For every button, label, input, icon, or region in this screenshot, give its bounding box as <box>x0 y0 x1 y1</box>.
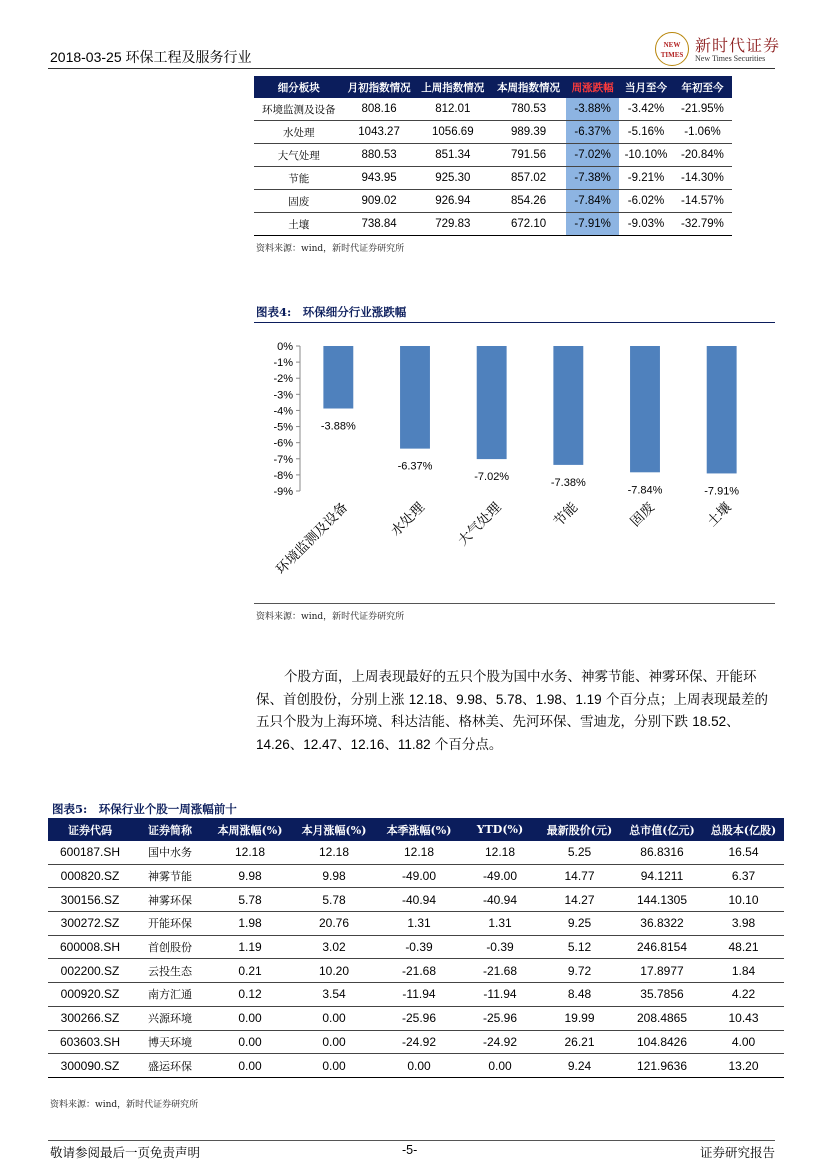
column-header: 证券代码 <box>48 818 132 841</box>
table-cell: 86.8316 <box>621 841 703 864</box>
footer-report-type: 证券研究报告 <box>700 1145 776 1160</box>
table-cell: 南方汇通 <box>132 983 208 1007</box>
table-row <box>254 121 732 144</box>
table-cell: -1.06% <box>673 121 732 144</box>
table-cell: 开能环保 <box>132 912 208 936</box>
y-tick-label: -7% <box>273 453 293 466</box>
table-cell: 0.00 <box>292 1054 376 1078</box>
table-cell: 246.8154 <box>621 935 703 959</box>
table-cell: -6.37% <box>566 121 619 144</box>
column-header: 证券简称 <box>132 818 208 841</box>
y-tick-label: -3% <box>273 389 293 402</box>
table-cell: 94.1211 <box>621 864 703 888</box>
table-cell: 989.39 <box>491 121 566 144</box>
table-cell: -49.00 <box>376 864 462 888</box>
table-row <box>254 190 732 213</box>
table-cell: 926.94 <box>415 190 491 213</box>
table-cell: 812.01 <box>415 98 491 121</box>
table-row <box>48 864 784 888</box>
y-tick-label: -4% <box>273 405 293 418</box>
table-cell: -7.02% <box>566 144 619 167</box>
table-cell: 880.53 <box>343 144 414 167</box>
index-summary-table <box>254 76 732 236</box>
data-label: -3.88% <box>320 420 356 433</box>
table-row <box>48 959 784 983</box>
column-header: 上周指数情况 <box>415 76 491 98</box>
stock-commentary: 个股方面，上周表现最好的五只个股为国中水务、神雾节能、神雾环保、开能环保、首创股份，分别上涨 12.18、9.98、5.78、1.98、1.19 个百分点；上周表现最差的五只个股为上海环境、科达洁能、格林美、先河环保、雪迪龙，分别下跌 18.52、14.26、12.47、12.16、11.82 个百分点。 <box>256 669 768 753</box>
table1-source: 资料来源：wind，新时代证券研究所 <box>256 244 405 254</box>
table-cell: 0.12 <box>208 983 292 1007</box>
bar <box>477 346 507 459</box>
column-header: 总市值(亿元) <box>621 818 703 841</box>
category-label: 固废 <box>627 499 658 530</box>
table-cell: -21.68 <box>462 959 538 983</box>
table-cell: -32.79% <box>673 213 732 236</box>
logo-mark: NEW TIMES <box>655 32 689 66</box>
table-cell: 104.8426 <box>621 1030 703 1054</box>
figure4-title: 图表4: 环保细分行业涨跌幅 <box>256 305 407 319</box>
column-header: 细分板块 <box>254 76 343 98</box>
table-row <box>48 983 784 1007</box>
table-cell: -3.42% <box>619 98 673 121</box>
table-cell: 1056.69 <box>415 121 491 144</box>
table-cell: 3.98 <box>703 912 784 936</box>
column-header: 本周涨幅(%) <box>208 818 292 841</box>
table-cell: 000920.SZ <box>48 983 132 1007</box>
footer-divider <box>48 1140 775 1141</box>
logo-name-cn: 新时代证券 <box>695 36 781 55</box>
header-divider <box>48 68 775 69</box>
table-row <box>254 213 732 236</box>
table-cell: 首创股份 <box>132 935 208 959</box>
report-header-title: 2018-03-25 环保工程及服务行业 <box>50 49 252 65</box>
table-cell: -0.39 <box>376 935 462 959</box>
table-cell: 1.31 <box>462 912 538 936</box>
table-cell: 600187.SH <box>48 841 132 864</box>
table-cell: -24.92 <box>462 1030 538 1054</box>
table-cell: 环境监测及设备 <box>254 98 343 121</box>
bar <box>707 346 737 473</box>
table-cell: 神雾环保 <box>132 888 208 912</box>
category-label: 土壤 <box>704 499 735 530</box>
category-label: 节能 <box>550 499 582 530</box>
column-header: YTD(%) <box>462 818 538 841</box>
data-label: -7.02% <box>474 471 510 484</box>
table-cell: -7.91% <box>566 213 619 236</box>
table-cell: -11.94 <box>462 983 538 1007</box>
table-row <box>254 98 732 121</box>
table-cell: 36.8322 <box>621 912 703 936</box>
table-cell: 13.20 <box>703 1054 784 1078</box>
table-cell: 12.18 <box>292 841 376 864</box>
table-cell: 1.84 <box>703 959 784 983</box>
table-cell: 738.84 <box>343 213 414 236</box>
category-label: 水处理 <box>387 499 428 540</box>
table-cell: 35.7856 <box>621 983 703 1007</box>
table-row <box>48 841 784 864</box>
table-cell: 0.00 <box>292 1006 376 1030</box>
table-cell: -24.92 <box>376 1030 462 1054</box>
table-cell: -9.21% <box>619 167 673 190</box>
table-cell: -10.10% <box>619 144 673 167</box>
data-label: -7.84% <box>627 484 663 497</box>
table-cell: -0.39 <box>462 935 538 959</box>
y-tick-label: -1% <box>273 357 293 370</box>
table-cell: 16.54 <box>703 841 784 864</box>
table-cell: -21.68 <box>376 959 462 983</box>
table-cell: 12.18 <box>462 841 538 864</box>
table-cell: -25.96 <box>376 1006 462 1030</box>
logo-name-en: New Times Securities <box>695 54 766 63</box>
table-cell: 9.25 <box>538 912 621 936</box>
data-label: -7.38% <box>550 476 586 489</box>
figure4-bottom-rule <box>254 603 775 604</box>
table-row <box>254 167 732 190</box>
table-cell: 6.37 <box>703 864 784 888</box>
table-cell: -40.94 <box>462 888 538 912</box>
table-cell: 14.27 <box>538 888 621 912</box>
table-cell: 925.30 <box>415 167 491 190</box>
table-cell: 1.19 <box>208 935 292 959</box>
table-cell: 121.9636 <box>621 1054 703 1078</box>
table-cell: 729.83 <box>415 213 491 236</box>
table-cell: -9.03% <box>619 213 673 236</box>
table2-title: 图表5: 环保行业个股一周涨幅前十 <box>52 802 237 816</box>
table-cell: 4.22 <box>703 983 784 1007</box>
table-cell: 云投生态 <box>132 959 208 983</box>
table-cell: 603603.SH <box>48 1030 132 1054</box>
table-cell: 791.56 <box>491 144 566 167</box>
table-cell: 300156.SZ <box>48 888 132 912</box>
column-header: 本周指数情况 <box>491 76 566 98</box>
y-tick-label: -2% <box>273 373 293 386</box>
table-cell: 国中水务 <box>132 841 208 864</box>
table-cell: 9.98 <box>292 864 376 888</box>
table-cell: 兴源环境 <box>132 1006 208 1030</box>
table-cell: 943.95 <box>343 167 414 190</box>
table-cell: 780.53 <box>491 98 566 121</box>
column-header: 总股本(亿股) <box>703 818 784 841</box>
bar <box>400 346 430 449</box>
table-cell: 857.02 <box>491 167 566 190</box>
column-header: 年初至今 <box>673 76 732 98</box>
table-cell: 10.43 <box>703 1006 784 1030</box>
table-cell: 0.00 <box>376 1054 462 1078</box>
category-label: 环境监测及设备 <box>273 499 352 578</box>
table-cell: 851.34 <box>415 144 491 167</box>
table-row <box>48 912 784 936</box>
table-cell: -14.30% <box>673 167 732 190</box>
y-tick-label: -6% <box>273 437 293 450</box>
table-cell: 672.10 <box>491 213 566 236</box>
table-cell: 0.00 <box>208 1054 292 1078</box>
table-cell: 20.76 <box>292 912 376 936</box>
table-cell: 5.25 <box>538 841 621 864</box>
table-row <box>48 935 784 959</box>
table-cell: 节能 <box>254 167 343 190</box>
page-number: -5- <box>402 1143 418 1157</box>
table-cell: 0.00 <box>208 1030 292 1054</box>
bar-chart <box>254 330 775 600</box>
table-cell: 000820.SZ <box>48 864 132 888</box>
table-cell: 1.98 <box>208 912 292 936</box>
column-header: 最新股价(元) <box>538 818 621 841</box>
table-cell: 300090.SZ <box>48 1054 132 1078</box>
table-cell: 48.21 <box>703 935 784 959</box>
table-cell: 4.00 <box>703 1030 784 1054</box>
table-cell: 水处理 <box>254 121 343 144</box>
top-ten-stocks-table <box>48 818 784 1078</box>
y-tick-label: -5% <box>273 421 293 434</box>
table-cell: 300266.SZ <box>48 1006 132 1030</box>
table-cell: -49.00 <box>462 864 538 888</box>
column-header: 周涨跌幅 <box>566 76 619 98</box>
table-cell: 博天环境 <box>132 1030 208 1054</box>
table-cell: 大气处理 <box>254 144 343 167</box>
table-cell: -20.84% <box>673 144 732 167</box>
y-tick-label: -8% <box>273 469 293 482</box>
table-cell: -25.96 <box>462 1006 538 1030</box>
table-cell: 3.54 <box>292 983 376 1007</box>
y-tick-label: -9% <box>273 486 293 498</box>
company-logo <box>655 32 780 68</box>
table-cell: 盛运环保 <box>132 1054 208 1078</box>
table-cell: 144.1305 <box>621 888 703 912</box>
table-cell: 12.18 <box>208 841 292 864</box>
table-cell: 208.4865 <box>621 1006 703 1030</box>
table-cell: 1043.27 <box>343 121 414 144</box>
table2-source: 资料来源：wind，新时代证券研究所 <box>50 1100 199 1110</box>
table-cell: -3.88% <box>566 98 619 121</box>
table-cell: 神雾节能 <box>132 864 208 888</box>
table-cell: 14.77 <box>538 864 621 888</box>
table-cell: 1.31 <box>376 912 462 936</box>
bar <box>323 346 353 409</box>
category-label: 大气处理 <box>454 499 505 550</box>
table-cell: 固废 <box>254 190 343 213</box>
table-cell: 9.24 <box>538 1054 621 1078</box>
column-header: 本季涨幅(%) <box>376 818 462 841</box>
table-cell: 0.21 <box>208 959 292 983</box>
data-label: -7.91% <box>704 485 740 498</box>
table-cell: 9.72 <box>538 959 621 983</box>
table-cell: -5.16% <box>619 121 673 144</box>
table-cell: 600008.SH <box>48 935 132 959</box>
table-cell: 300272.SZ <box>48 912 132 936</box>
table-cell: 5.12 <box>538 935 621 959</box>
footer-disclaimer: 敬请参阅最后一页免责声明 <box>50 1145 201 1160</box>
table-row <box>48 1030 784 1054</box>
table-cell: 3.02 <box>292 935 376 959</box>
table-cell: 8.48 <box>538 983 621 1007</box>
table-cell: -21.95% <box>673 98 732 121</box>
table-cell: 9.98 <box>208 864 292 888</box>
table-cell: 0.00 <box>292 1030 376 1054</box>
table-cell: -40.94 <box>376 888 462 912</box>
table-cell: 19.99 <box>538 1006 621 1030</box>
table-cell: 12.18 <box>376 841 462 864</box>
table-cell: -6.02% <box>619 190 673 213</box>
table-cell: 002200.SZ <box>48 959 132 983</box>
table-cell: -11.94 <box>376 983 462 1007</box>
table-row <box>48 1006 784 1030</box>
table-cell: 5.78 <box>208 888 292 912</box>
table-cell: -7.84% <box>566 190 619 213</box>
table-cell: 17.8977 <box>621 959 703 983</box>
table-cell: 909.02 <box>343 190 414 213</box>
table-cell: 0.00 <box>462 1054 538 1078</box>
table-cell: 土壤 <box>254 213 343 236</box>
table-cell: 5.78 <box>292 888 376 912</box>
table-row <box>48 1054 784 1078</box>
table-cell: 10.20 <box>292 959 376 983</box>
table-cell: 26.21 <box>538 1030 621 1054</box>
data-label: -6.37% <box>397 460 433 473</box>
table-cell: 808.16 <box>343 98 414 121</box>
bar <box>553 346 583 465</box>
table-row <box>48 888 784 912</box>
bar <box>630 346 660 472</box>
y-tick-label: 0% <box>277 341 293 353</box>
table-cell: -7.38% <box>566 167 619 190</box>
table-cell: 0.00 <box>208 1006 292 1030</box>
column-header: 月初指数情况 <box>343 76 414 98</box>
table-cell: -14.57% <box>673 190 732 213</box>
column-header: 当月至今 <box>619 76 673 98</box>
table-cell: 854.26 <box>491 190 566 213</box>
figure4-source: 资料来源：wind，新时代证券研究所 <box>256 612 405 622</box>
table-cell: 10.10 <box>703 888 784 912</box>
column-header: 本月涨幅(%) <box>292 818 376 841</box>
table-row <box>254 144 732 167</box>
figure4-top-rule <box>254 322 775 323</box>
